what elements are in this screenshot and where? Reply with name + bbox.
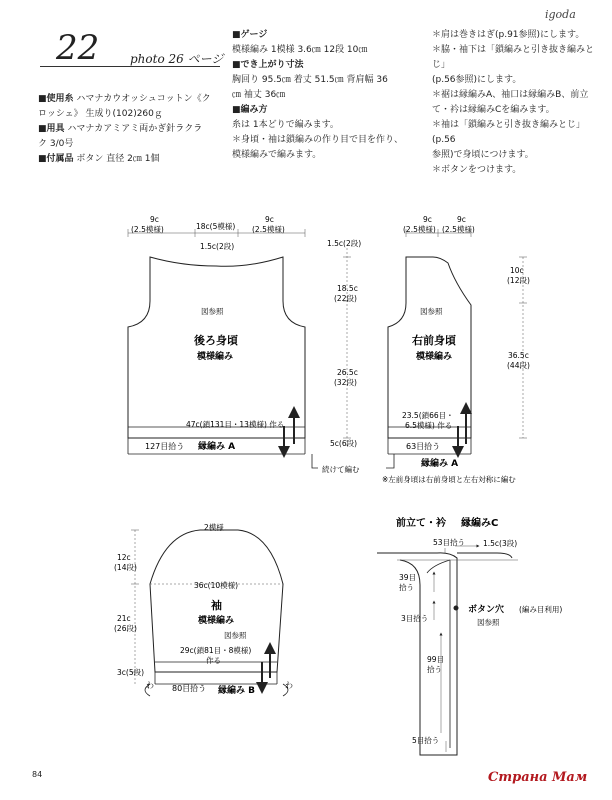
note-line5: て・衿は縁編みCを編みます。 [432,105,555,115]
watermark: Страна Мам [488,770,588,785]
back-chain: 47c(鎖131目・13模様) 作る [186,420,285,429]
back-h2-sub: (22段) [334,294,357,303]
method-line3: 模様編みで編みます。 [232,150,322,160]
front-width-right-sub: (2.5模様) [442,225,475,234]
pattern-number: 22 [56,28,100,68]
front-edging: 縁編み A [421,459,459,469]
band-p39b: 拾う [399,583,414,592]
front-chain2: 6.5模様) 作る [405,421,453,430]
accessory-text: ボタン 直径 2㎝ 1個 [76,154,160,164]
gauge-text: 模様編み 1模様 3.6㎝ 12段 10㎝ [232,45,368,55]
back-width-right-sub: (2.5模様) [252,225,285,234]
band-p99: 99目 [427,655,445,664]
gauge-label: ■ゲージ [232,30,268,40]
back-h4: 5c(6段) [330,439,358,448]
band-p5: 5目拾う [412,736,440,745]
front-mirror-note: ※左前身頃は右前身頃と左右対称に編む [382,475,516,484]
band-edging: 縁編みC [461,518,499,529]
back-width-left: 9c [150,215,159,224]
back-width-mid: 18c(5模様) [196,222,236,231]
brand-label: igoda [545,8,576,21]
yarn-label: ■使用糸 [38,94,74,104]
front-width-left-sub: (2.5模様) [403,225,436,234]
sleeve-diagram [131,530,288,696]
front-pattern: 模様編み [416,352,453,362]
sleeve-width: 36c(10模様) [194,581,239,590]
photo-reference: photo 26 ページ [130,52,224,66]
yarn-line1: ハマナカウオッシュコットン《ク [76,94,211,104]
band-ref: 図参照 [477,618,500,627]
buttonhole-label: ボタン穴 [468,605,505,615]
back-bodice-diagram [128,229,394,468]
size-line2: ㎝ 袖丈 36㎝ [232,90,286,100]
back-width-left-sub: (2.5模様) [131,225,164,234]
tool-label: ■用具 [38,124,65,134]
sleeve-pickup: 80目拾う [172,684,207,693]
note-line2: ＊脇・袖下は「鎖編みと引き抜き編みとじ」 [432,45,595,70]
sleeve-chain: 29c(鎖81目・8模様) [180,646,252,655]
back-h3-sub: (32段) [334,378,357,387]
band-p3: 3目拾う [401,614,429,623]
sleeve-wa-right: わ [285,681,293,690]
back-pattern: 模様編み [197,352,234,362]
back-neck-depth: 1.5c(2段) [200,242,235,251]
band-p39: 39目 [399,573,417,582]
band-neck-height: 1.5c(3段) [483,539,518,548]
method-label: ■編み方 [232,105,268,115]
sleeve-chain2: 作る [206,656,221,665]
accessory-label: ■付属品 [38,154,74,164]
sleeve-h2: 21c [117,614,131,623]
tool-line2: ク 3/0号 [38,139,74,149]
sleeve-h2-sub: (26段) [114,624,137,633]
sleeve-edging: 縁編み B [218,686,255,696]
front-h1-sub: (12段) [507,276,530,285]
back-title: 後ろ身頃 [194,334,238,347]
front-width-right: 9c [457,215,466,224]
front-h2: 36.5c [508,351,529,360]
band-neck-pick: 53目拾う [433,538,466,547]
front-h1: 10c [510,266,524,275]
sleeve-h3: 3c(5段) [117,668,145,677]
buttonhole-sub: (編み目利用) [519,605,563,614]
front-ref: 図参照 [420,307,443,316]
front-title: 右前身頃 [412,334,456,347]
buttonhole-marker [454,606,459,611]
tool-line1: ハマナカアミアミ両かぎ針ラクラ [67,124,203,134]
band-title: 前立て・衿 [396,518,446,529]
back-h1: 1.5c(2段) [327,239,362,248]
sleeve-h1-sub: (14段) [114,563,137,572]
back-pickup: 127目拾う [145,442,185,451]
size-label: ■でき上がり寸法 [232,60,304,70]
note-line1: ＊肩は巻きはぎ(p.91参照)にします。 [432,30,585,40]
front-pickup: 63目拾う [406,442,441,451]
sleeve-pattern: 模様編み [198,616,235,626]
front-h2-sub: (44段) [507,361,530,370]
band-p99b: 拾う [427,665,442,674]
front-width-left: 9c [423,215,432,224]
note-line3: (p.56参照)にします。 [432,75,522,85]
continue-note: 続けて編む [322,465,360,474]
back-h2: 18.5c [337,284,358,293]
note-line7: 参照)で身頃につけます。 [432,150,534,160]
sleeve-title: 袖 [211,599,222,612]
size-line1: 胸回り 95.5㎝ 着丈 51.5㎝ 背肩幅 36 [232,75,388,85]
back-edging: 縁編み A [198,442,236,452]
note-line4: ＊裾は縁編みA、袖口は縁編みB、前立 [432,90,589,100]
note-line6: ＊袖は「鎖編みと引き抜き編みとじ」(p.56 [432,120,586,145]
sleeve-h1: 12c [117,553,131,562]
back-ref: 図参照 [201,307,224,316]
method-line1: 糸は 1本どりで編みます。 [232,120,339,130]
sleeve-ref: 図参照 [224,631,247,640]
front-chain: 23.5(鎖66目・ [402,411,454,420]
back-width-right: 9c [265,215,274,224]
page-number: 84 [32,770,43,779]
sleeve-wa-left: わ [146,681,154,690]
sleeve-top: 2模様 [204,523,224,532]
note-line8: ＊ボタンをつけます。 [432,165,522,175]
yarn-line2: ロッシェ》 生成り(102)260ｇ [38,109,163,119]
back-h3: 26.5c [337,368,358,377]
method-line2: ＊身頃・袖は鎖編みの作り目で目を作り、 [232,135,404,145]
